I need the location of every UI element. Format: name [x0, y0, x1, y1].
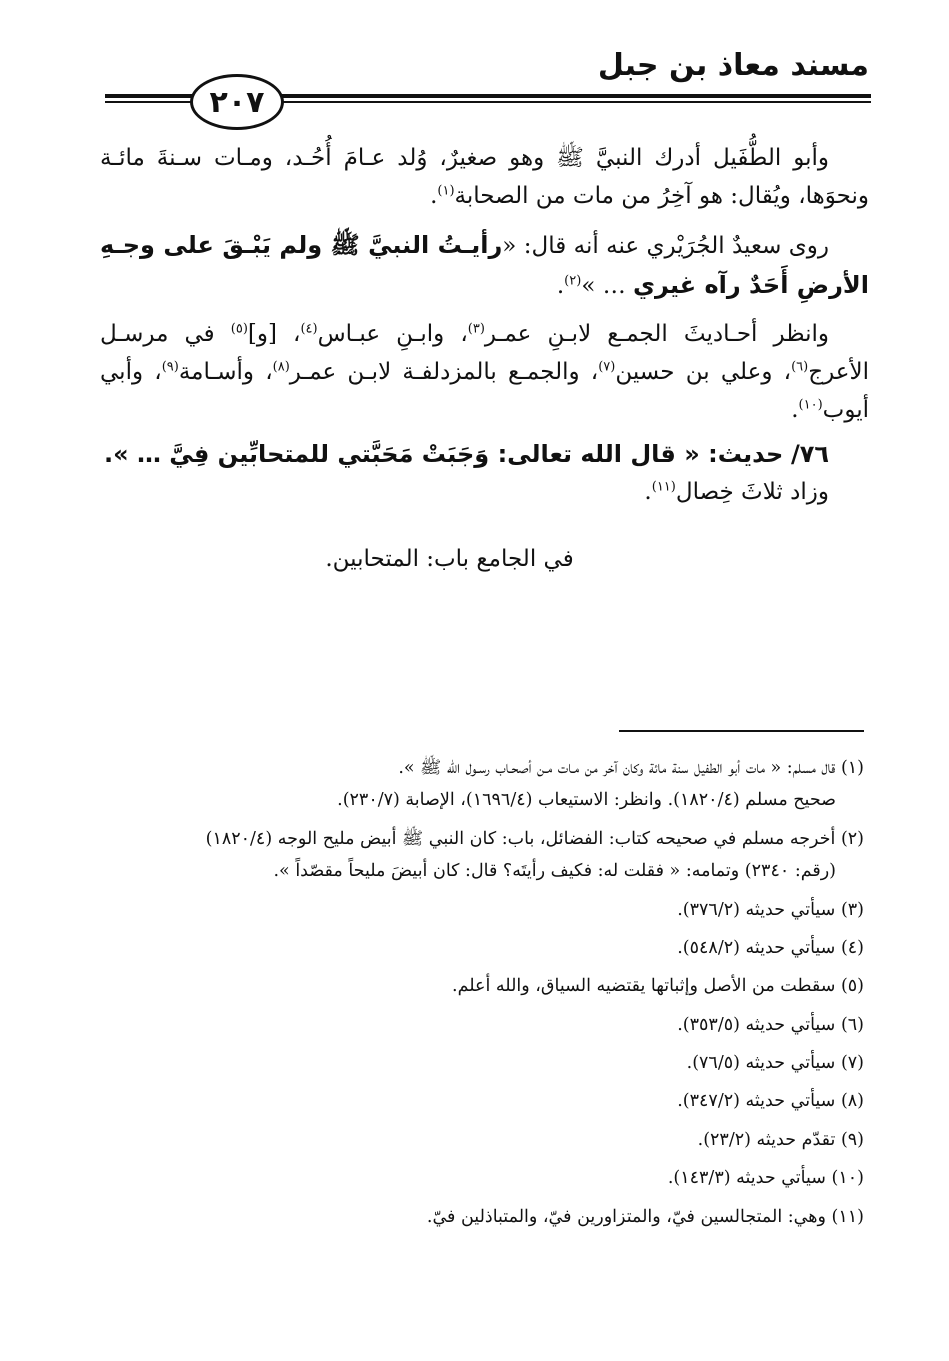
hadith-heading [100, 440, 869, 468]
footnote-item [100, 932, 864, 964]
paragraph-text: وانظر أحـاديثَ الجمـع لابـنِ عمـر [484, 320, 829, 347]
footnote-text: سيأتي حديثه (٥٤٨/٢). [677, 937, 836, 958]
paragraph-abu-tufayl [100, 140, 869, 216]
footnote-text: سيأتي حديثه (٣٤٧/٢). [677, 1091, 836, 1112]
footnote-number: (٤) [840, 937, 864, 958]
footnote-ref: (١) [437, 183, 455, 199]
footnote-number: (٣) [840, 899, 864, 920]
paragraph-text: ، وأسـامة [178, 358, 273, 385]
paragraph-text: ، وابـنِ عبـاس [317, 320, 468, 347]
footnote-item [100, 1162, 864, 1194]
quote-close: … » [581, 272, 634, 299]
footnote-ref: (٤) [300, 321, 318, 337]
footnote-number: (٢) [840, 828, 864, 849]
footnote-item [100, 1124, 864, 1156]
footnote-text: تقدّم حديثه (٢٣/٢). [697, 1129, 836, 1150]
footnote-text: سيأتي حديثه (٧٦/٥). [686, 1053, 836, 1073]
paragraph-jurayri [100, 226, 869, 306]
footnotes [100, 752, 864, 1239]
footnote-item [100, 1009, 864, 1041]
paragraph-text: وزاد ثلاثَ خِصال [675, 478, 829, 505]
footnote-continuation: (رقم: ٢٣٤٠) وتمامه: « فقلت له: فكيف رأيتَه؟ قال: كان أبيضَ مليحاً مقصّداً ». [273, 861, 836, 882]
footnote-number: (١١) [831, 1206, 864, 1227]
paragraph-text: ، وعلي بن حسين [615, 358, 792, 385]
footnote-item [100, 894, 864, 926]
footnote-item [100, 1047, 864, 1079]
footnote-item [100, 752, 864, 817]
paragraph-see-also [100, 316, 869, 430]
footnote-ref: (١١) [651, 478, 676, 494]
footnote-text: قال مسلم: « مات أبو الطفيل سنة مائة وكان آخر من مـات مـن أصحـاب رسـول الله ﷺ ». [398, 758, 836, 778]
paragraph-text: ، [و] [247, 320, 301, 347]
footnote-number: (١) [840, 758, 864, 778]
footnote-ref: (٢) [564, 273, 582, 289]
hadith-number: ٧٦/ [790, 439, 829, 468]
main-text [100, 140, 869, 572]
source-line: في الجامع باب: المتحابين. [325, 545, 574, 572]
paragraph-end: . [644, 478, 652, 505]
paragraph-text: وأبو الطُّفَيل أدرك النبيَّ ﷺ وهو صغيرٌ، وُلد عـامَ أُحُـد، ومـات سـنةَ مائـة ونحوَها، ويُقال: هو آخِرُ من مات من الصحابة [100, 145, 869, 209]
footnote-number: (٥) [840, 976, 864, 997]
page-number: ٢٠٧ [209, 84, 265, 120]
footnote-number: (٦) [840, 1014, 864, 1035]
footnote-number: (٧) [840, 1053, 864, 1073]
footnote-ref: (٦) [791, 359, 809, 375]
footnote-item [100, 1085, 864, 1117]
footnote-text: سيأتي حديثه (٣٧٦/٢). [677, 899, 836, 920]
footnote-number: (٩) [840, 1129, 864, 1150]
footnote-ref: (٣) [467, 321, 485, 337]
footnote-item [100, 970, 864, 1002]
paragraph-text: في مرسـل الأعرج [100, 320, 869, 385]
paragraph-text: روى سعيدٌ الجُرَيْري عنه أنه قال: « [502, 232, 829, 259]
footnote-continuation: صحيح مسلم (١٨٢٠/٤). وانظر: الاستيعاب (١٦٩٦/٤)، الإصابة (٢٣٠/٧). [337, 790, 836, 811]
paragraph-end: . [791, 396, 799, 423]
footnote-text: أخرجه مسلم في صحيحه كتاب: الفضائل، باب: كان النبي ﷺ أبيض مليح الوجه (١٨٢٠/٤) [205, 828, 836, 849]
hadith-label: حديث: [708, 439, 784, 468]
footnote-text: سيأتي حديثه (١٤٣/٣). [667, 1168, 826, 1189]
paragraph-three-traits [100, 474, 869, 512]
footnote-separator [619, 730, 864, 732]
paragraph-text: ، وأبي أيوب [100, 358, 869, 423]
footnote-ref: (٨) [272, 359, 290, 375]
running-head-title: مسند معاذ بن جبل [597, 48, 869, 83]
footnote-ref: (١٠) [798, 396, 823, 412]
footnote-number: (٨) [840, 1091, 864, 1112]
footnote-ref: (٧) [598, 359, 616, 375]
footnote-text: سيأتي حديثه (٣٥٣/٥). [677, 1014, 836, 1035]
page-number-oval [190, 74, 284, 130]
paragraph-text: ، والجمـع بالمزدلفـة لابـن عمـر [289, 358, 599, 385]
footnote-text: وهي: المتجالسين فيّ، والمتزاورين فيّ، والمتباذلين فيّ. [426, 1206, 826, 1227]
footnote-text: سقطت من الأصل وإثباتها يقتضيه السياق، والله أعلم. [452, 976, 836, 997]
hadith-text: « قال الله تعالى: وَجَبَتْ مَحَبَّتي للمتحابِّين فِيَّ … ». [103, 439, 709, 468]
footnote-ref: (٥) [230, 321, 248, 337]
footnote-item [100, 1201, 864, 1233]
paragraph-end: . [430, 182, 438, 209]
footnote-ref: (٩) [161, 359, 179, 375]
paragraph-end: . [556, 272, 565, 299]
quoted-bold-text: رأيـتُ النبيَّ ﷺ ولم يَبْـقَ على وجـهِ الأرضِ أَحَدٌ رآه غيري [100, 230, 869, 299]
footnote-item [100, 823, 864, 888]
footnote-number: (١٠) [831, 1168, 864, 1189]
